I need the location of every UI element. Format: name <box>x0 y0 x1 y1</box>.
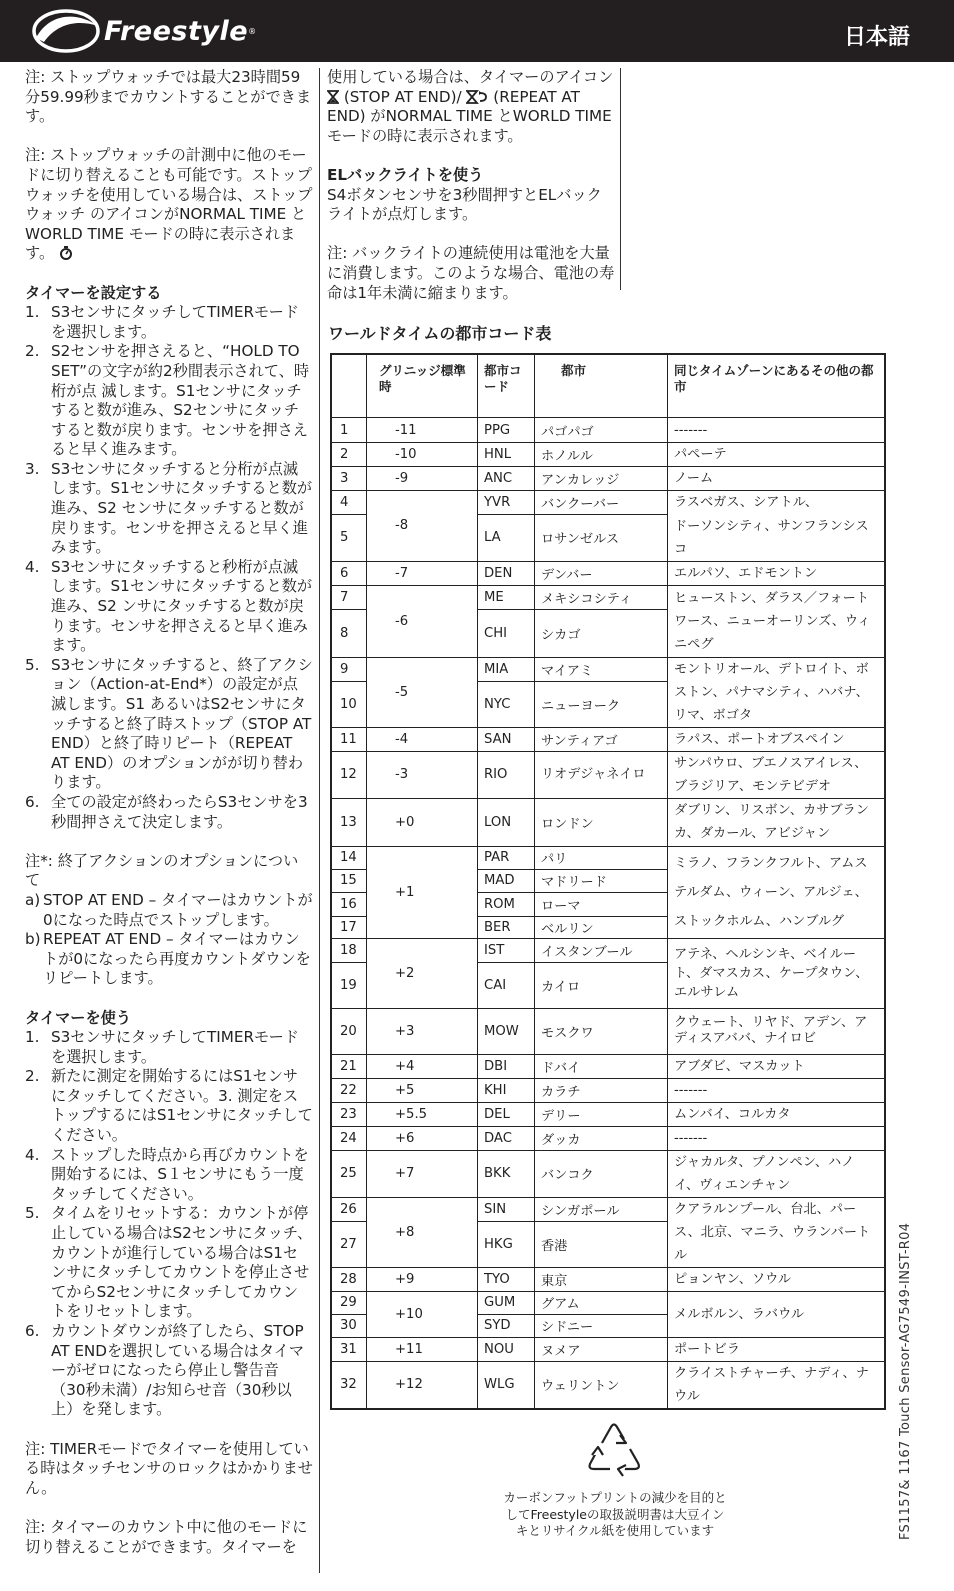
timer-icons-note <box>327 68 617 146</box>
freestyle-logo-icon <box>30 8 102 54</box>
table-row: 8 CHI シカゴ <box>331 609 885 657</box>
use-timer-heading: タイマーを使う <box>25 1008 132 1027</box>
table-row: 1 -11 PPG パゴパゴ ------- <box>331 418 885 443</box>
header-others: 同じタイムゾーンにあるその他の都市 <box>668 354 886 418</box>
table-row: 12 -3 RIO リオデジャネイロ サンパウロ、ブエノスアイレス、ブラジリア、モンテビデオ <box>331 751 885 798</box>
table-row: 29 +10 GUM グアム メルボルン、ラバウル <box>331 1291 885 1314</box>
table-header-row <box>331 354 885 418</box>
list-item: 6. 全ての設定が終わったらS3センサを3秒間押さえて決定します。 <box>25 792 308 831</box>
table-row: 13 +0 LON ロンドン ダブリン、リスボン、カサブランカ、ダカール、アビジャン <box>331 798 885 846</box>
document-code <box>893 1222 917 1540</box>
set-timer-heading: タイマーを設定する <box>25 283 162 302</box>
el-heading: ELバックライトを使う <box>327 165 484 184</box>
table-row: 2 -10 HNL ホノルル パペーテ <box>331 443 885 467</box>
timer-icons-text-b: (STOP AT END)/ <box>343 87 462 106</box>
list-item: 6. カウントダウンが終了したら、STOP AT ENDを選択している場合はタイマーがゼロになったら停止し警告音（30秒未満）/お知らせ音（30秒以上）を発します。 <box>25 1322 305 1419</box>
table-row: 6 -7 DEN デンバー エルパソ、エドモントン <box>331 561 885 585</box>
document-code-text: FS1157& 1167 Touch Sensor-AG7549-INST-R04 <box>898 1222 913 1540</box>
note-stopwatch-switch-text: 注: ストップウォッチの計測中に他のモードに切り替えることも可能です。ストップウォッチを使用している場合は、ストップウォッチ のアイコンがNORMAL TIME とWORLD TIME モードの時に表示されます。 <box>25 146 313 263</box>
table-row: 22 +5 KHI カラチ ------- <box>331 1078 885 1102</box>
note-stopwatch-max: 注: ストップウォッチでは最大23時間59分59.99秒までカウントすることができます。 <box>25 68 312 126</box>
list-item: 1. S3センサにタッチしてTIMERモードを選択します。 <box>25 1028 299 1066</box>
list-item: 4. S3センサにタッチすると秒桁が点滅します。S1センサにタッチすると数が進み、S2 ンサにタッチすると数が戻ります。センサを押さえると早く進みます。 <box>25 557 313 655</box>
table-row: 24 +6 DAC ダッカ ------- <box>331 1126 885 1150</box>
carbon-footprint-note: カーボンフットプリントの減少を目的としてFreestyleの取扱説明書は大豆インキとリサイクル紙を使用しています <box>503 1490 727 1538</box>
column-divider <box>319 68 320 1573</box>
table-row: 16 ROM ローマ <box>331 892 885 916</box>
world-time-table <box>330 353 886 1410</box>
repeat-hourglass-icon <box>466 90 488 104</box>
table-row: 19 CAI カイロ <box>331 962 885 1008</box>
table-row: 14 +1 PAR パリ ミラノ、フランクフルト、アムステルダム、ウィーン、アルジェ、ストックホルム、ハンブルグ <box>331 846 885 869</box>
table-row: 5 LA ロサンゼルス ドーソンシティ、サンフランシスコ <box>331 515 885 562</box>
note-timer-lock: 注: TIMERモードでタイマーを使用している時はタッチセンサのロックはかかりません。 <box>25 1439 313 1497</box>
el-text: S4ボタンセンサを3秒間押すとELバックライトが点灯します。 <box>327 185 602 224</box>
column-left <box>25 68 313 1557</box>
table-row: 7 -6 ME メキシコシティ ヒューストン、ダラス／フォートワース、ニューオーリンズ、ウィニペグ <box>331 585 885 609</box>
list-item: b) REPEAT AT END – タイマーはカウントが0になったら再度カウントダウンをリピートします。 <box>25 930 311 988</box>
header-bar <box>0 0 954 62</box>
set-timer-steps <box>25 303 313 832</box>
table-row: 3 -9 ANC アンカレッジ ノーム <box>331 467 885 491</box>
freestyle-logo <box>30 8 256 54</box>
note-stopwatch-switch <box>25 146 313 264</box>
language-label: 日本語 <box>843 25 910 50</box>
table-row: 31 +11 NOU ヌメア ポートビラ <box>331 1337 885 1361</box>
table-row: 17 BER ベルリン <box>331 916 885 938</box>
table-row: 4 -8 YVR バンクーバー ラスベガス、シアトル、 <box>331 491 885 515</box>
registered-mark: ® <box>248 26 257 36</box>
table-row: 27 HKG 香港 <box>331 1221 885 1267</box>
list-item: 2. S2センサを押さえると、“HOLD TO SET”の文字が約2秒間表示されて、時桁が点 滅します。S1センサにタッチすると数が進み、S2センサにタッチすると数が戻ります。センサを押さえると早く進みます。 <box>25 342 310 459</box>
table-row: 26 +8 SIN シンガポール クアラルンプール、台北、パース、北京、マニラ、ウランバートル <box>331 1197 885 1221</box>
list-item: 4. ストップした時点から再びカウントを開始するには、S１センサにもう一度タッチしてください。 <box>25 1145 309 1203</box>
table-row: 10 NYC ニューヨーク <box>331 681 885 727</box>
column-divider-2 <box>620 68 621 290</box>
table-row: 21 +4 DBI ドバイ アブダビ、マスカット <box>331 1054 885 1078</box>
table-title: ワールドタイムの都市コード表 <box>328 324 552 343</box>
el-note: 注: バックライトの連続使用は電池を大量に消費します。このような場合、電池の寿命は1年未満に縮まります。 <box>327 244 615 302</box>
table-row: 30 SYD シドニー <box>331 1314 885 1337</box>
note-timer-switch: 注: タイマーのカウント中に他のモードに切り替えることができます。タイマーを <box>25 1517 308 1556</box>
table-row: 25 +7 BKK バンコク ジャカルタ、プノンペン、ハノイ、ヴィエンチャン <box>331 1150 885 1197</box>
column-middle <box>327 68 617 303</box>
header-code: 都市コード <box>478 354 535 418</box>
table-row: 32 +12 WLG ウェリントン クライストチャーチ、ナディ、ナウル <box>331 1361 885 1409</box>
table-row: 28 +9 TYO 東京 ピョンヤン、ソウル <box>331 1267 885 1291</box>
list-item: 5. タイムをリセットする：カウントが停止している場合はS2センサにタッチ、カウントが進行している場合はS1センサにタッチしてカウントを停止させてからS2センサにタッチしてカウントをリセットします。 <box>25 1204 313 1321</box>
use-timer-steps <box>25 1028 313 1420</box>
recycle-icon <box>578 1413 650 1485</box>
table-row: 20 +3 MOW モスクワ クウェート、リヤド、アデン、アディスアババ、ナイロビ <box>331 1008 885 1054</box>
header-gmt: グリニッジ標準時 <box>367 354 478 418</box>
stopwatch-icon <box>59 246 73 260</box>
hourglass-icon <box>327 90 339 104</box>
brand-name: Freestyle <box>104 15 249 47</box>
list-item: 3. S3センサにタッチすると分桁が点滅します。S1センサにタッチすると数が進み、S2 センサにタッチすると数が戻ります。センサを押さえると早く進みます。 <box>25 459 313 557</box>
table-row: 11 -4 SAN サンティアゴ ラパス、ポートオブスペイン <box>331 727 885 751</box>
list-item: 2. 新たに測定を開始するにはS1センサにタッチしてください。3. 測定をストップするにはS1センサにタッチしてください。 <box>25 1067 313 1145</box>
header-no <box>331 354 367 418</box>
table-row: 23 +5.5 DEL デリー ムンバイ、コルカタ <box>331 1102 885 1126</box>
list-item: 5. S3センサにタッチすると、終了アクション（Action-at-End*）の設定が点滅します。S1 あるいはS2センサにタッチすると終了時ストップ（STOP AT END）と終了時リピート（REPEAT AT END）のオプションがが切り替わります。 <box>25 655 313 792</box>
list-item: a) STOP AT END – タイマーはカウントが0になった時点でストップします。 <box>25 890 313 929</box>
table-row: 9 -5 MIA マイアミ モントリオール、デトロイト、ボストン、パナマシティ、ハバナ、リマ、ボゴタ <box>331 657 885 681</box>
list-item: 1. S3センサにタッチしてTIMERモードを選択します。 <box>25 303 299 341</box>
timer-icons-text-a: 使用している場合は、タイマーのアイコン <box>327 68 614 86</box>
table-row: 15 MAD マドリード <box>331 869 885 892</box>
table-row: 18 +2 IST イスタンブール アテネ、ヘルシンキ、ベイルート、ダマスカス、ケープタウン、エルサレム <box>331 938 885 962</box>
note-action-intro: 注*: 終了アクションのオプションについて <box>25 851 299 890</box>
timer-icons-text-c: (REPEAT AT END) がNORMAL TIME とWORLD TIME モードの時に表示されます。 <box>327 87 612 145</box>
header-city: 都市 <box>535 354 668 418</box>
